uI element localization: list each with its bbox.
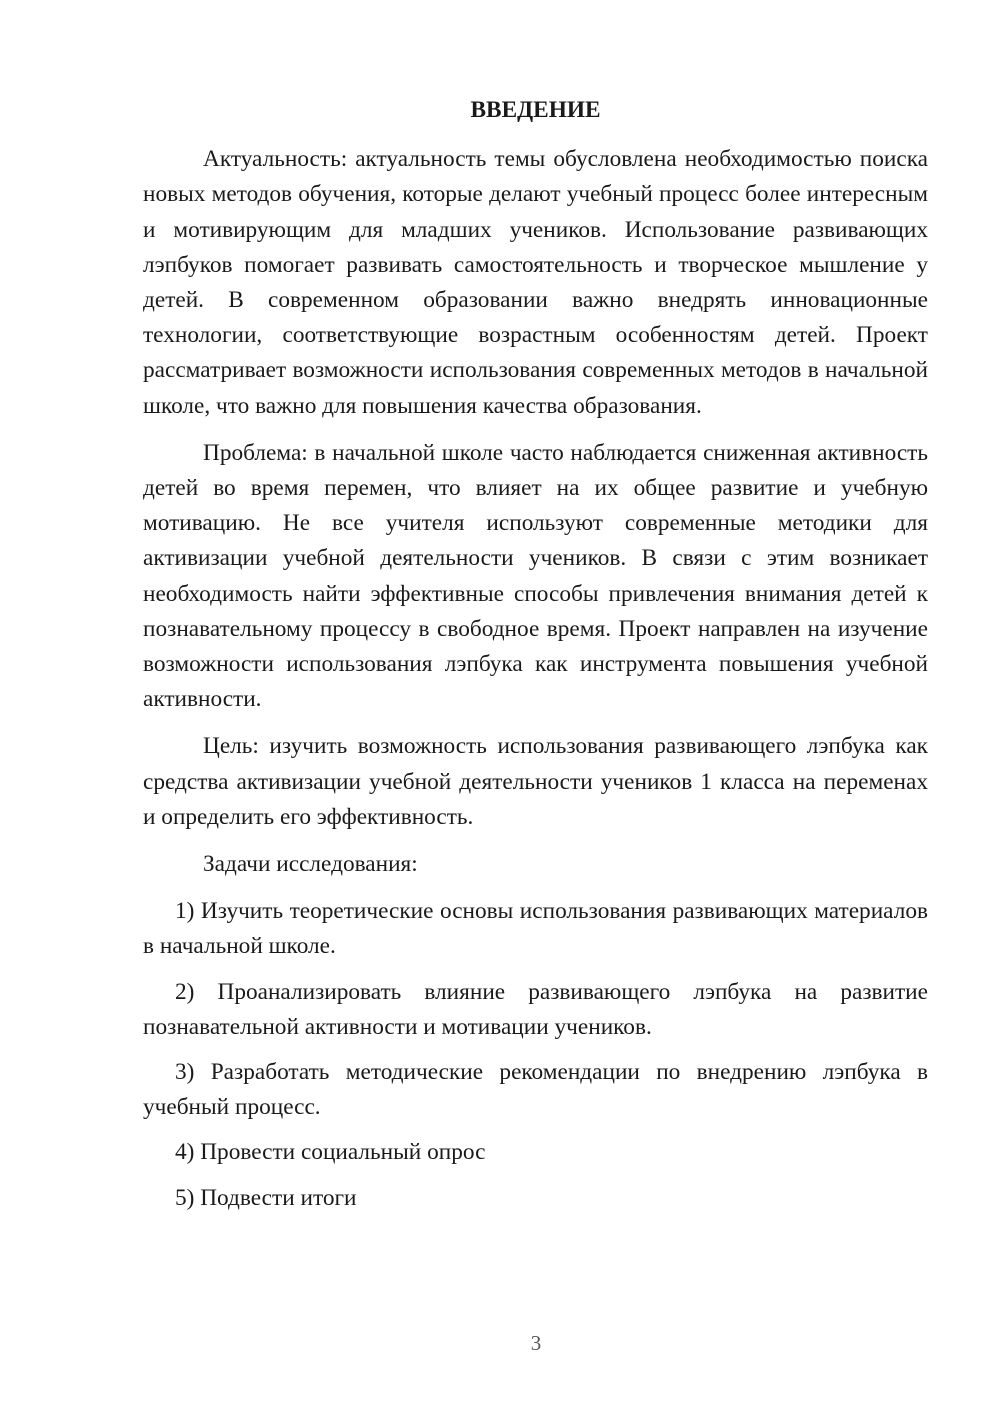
task-item-3: 3) Разработать методические рекомендации по внедрению лэпбука в учебный процесс.: [143, 1059, 928, 1121]
page-content: [143, 93, 928, 1226]
task-item-5: 5) Подвести итоги: [175, 1184, 357, 1211]
paragraph-problem: Проблема: в начальной школе часто наблюдается сниженная активность детей во время перемен, что влияет на их общее развитие и учебную мотивацию. Не все учителя используют современные методики для активизации учебной деятельности учеников. В связи с этим возникает необходимость найти эффективные способы привлечения внимания детей к познавательному процессу в свободное время. Проект направлен на изучение возможности использования лэпбука как инструмента повышения учебной активности.: [143, 439, 928, 713]
paragraph-goal: Цель: изучить возможность использования развивающего лэпбука как средства активизации учебной деятельности учеников 1 класса на переменах и определить его эффективность.: [143, 733, 928, 830]
task-item-1: 1) Изучить теоретические основы использования развивающих материалов в начальной школе.: [143, 898, 928, 960]
tasks-heading: Задачи исследования:: [203, 851, 418, 878]
page-title: ВВЕДЕНИЕ: [470, 97, 601, 123]
task-item-4: 4) Провести социальный опрос: [175, 1139, 486, 1166]
paragraph-relevance: Актуальность: актуальность темы обусловлена необходимостью поиска новых методов обучения, которые делают учебный процесс более интересным и мотивирующим для младших учеников. Использование развивающих лэпбуков помогает развивать самостоятельность и творческое мышление у детей. В современном образовании важно внедрять инновационные технологии, соответствующие возрастным особенностям детей. Проект рассматривает возможности использования современных методов в начальной школе, что важно для повышения качества образования.: [143, 146, 928, 419]
page-number: 3: [530, 1331, 542, 1355]
task-item-2: 2) Проанализировать влияние развивающего лэпбука на развитие познавательной активности и мотивации учеников.: [143, 978, 928, 1040]
